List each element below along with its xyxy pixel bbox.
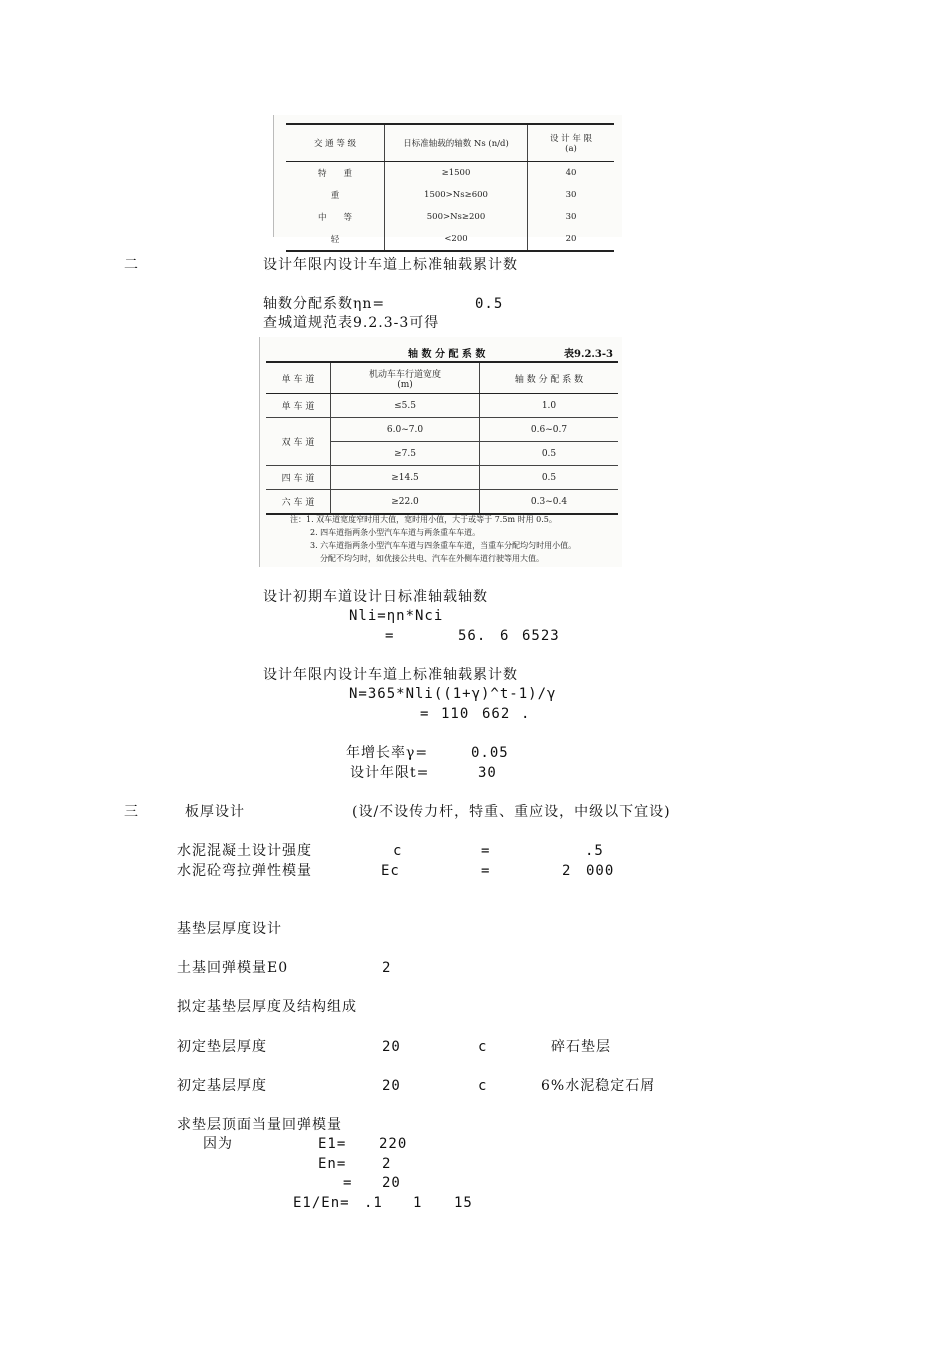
table-cell: ≥7.5 <box>331 442 480 466</box>
initial-title: 设计初期车道设计日标准轴载轴数 <box>263 589 488 605</box>
section-number-3: 三 <box>124 804 139 820</box>
table2-header-width: 机动车车行道宽度 (m) <box>331 362 480 394</box>
table2-note: 2. 四车道指两条小型汽车车道与两条重车车道。 <box>310 528 481 537</box>
table-row <box>266 394 618 418</box>
table2-note: 分配不均匀时，如优接公共电、汽车在外侧车道行驶等用大值。 <box>320 554 544 563</box>
base-material: 6%水泥稳定石屑 <box>541 1078 656 1094</box>
table-cell: 40 <box>565 168 577 178</box>
table-cell: 0.3~0.4 <box>480 490 619 515</box>
strength-eq: = <box>481 843 491 859</box>
strength-symbol: c <box>393 843 403 859</box>
initial-v1: 56. <box>458 628 487 644</box>
table-cell: 四 车 道 <box>266 466 331 490</box>
axle-coef-label: 轴数分配系数ηn= <box>263 296 386 312</box>
lookup-note: 查城道规范表9.2.3-3可得 <box>263 315 440 331</box>
table-cell: 单 车 道 <box>266 394 331 418</box>
cumulative-v2: 662 <box>482 706 511 722</box>
table-cell: 500>Ns≥200 <box>385 206 528 228</box>
h-eq: = <box>343 1175 353 1191</box>
table-cell: ≥22.0 <box>331 490 480 515</box>
modulus-v2: 000 <box>586 863 615 879</box>
ratio-v3: 15 <box>454 1195 473 1211</box>
ratio-v1: .1 <box>364 1195 383 1211</box>
strength-value: .5 <box>585 843 604 859</box>
ratio-v2: 1 <box>413 1195 423 1211</box>
table-row <box>266 490 618 515</box>
table-row <box>266 466 618 490</box>
design-life-table <box>273 115 622 245</box>
table-cell: <200 <box>385 228 528 251</box>
table-cell: ≥14.5 <box>331 466 480 490</box>
table2-header-lanes: 单 车 道 <box>266 362 331 394</box>
soil-modulus-value: 2 <box>382 960 392 976</box>
table2-notes <box>290 513 576 565</box>
base-design-title: 基垫层厚度设计 <box>177 921 282 937</box>
initial-eq: = <box>385 628 395 644</box>
table-cell: 30 <box>565 212 577 222</box>
table-cell: 特 重 <box>286 162 385 185</box>
table-cell: 重 <box>286 184 385 206</box>
table-cell: 轻 <box>286 228 385 251</box>
base-thickness-label: 初定基层厚度 <box>177 1078 267 1094</box>
table-row <box>266 418 618 442</box>
base-thickness-unit: c <box>478 1078 488 1094</box>
table-cell: 双 车 道 <box>266 418 331 466</box>
cushion-thickness-unit: c <box>478 1039 488 1055</box>
initial-v3: 6523 <box>522 628 560 644</box>
strength-label: 水泥混凝土设计强度 <box>177 843 312 859</box>
table1-header-axles: 日标准轴载的轴数 Ns (n/d) <box>385 124 528 162</box>
cumulative-title: 设计年限内设计车道上标准轴载累计数 <box>263 667 518 683</box>
equivalent-modulus-title: 求垫层顶面当量回弹模量 <box>177 1117 342 1133</box>
base-thickness-value: 20 <box>382 1078 401 1094</box>
cushion-thickness-value: 20 <box>382 1039 401 1055</box>
cumulative-v1: 110 <box>441 706 470 722</box>
because-label: 因为 <box>203 1136 233 1152</box>
dowel-note: (设/不设传力杆，特重、重应设，中级以下宜设) <box>352 804 671 820</box>
table-row <box>286 162 614 185</box>
modulus-eq: = <box>481 863 491 879</box>
plan-title: 拟定基垫层厚度及结构组成 <box>177 999 357 1015</box>
modulus-v1: 2 <box>562 863 572 879</box>
ratio-label: E1/En= <box>293 1195 350 1211</box>
table-cell: 中 等 <box>286 206 385 228</box>
section-3-title: 板厚设计 <box>185 804 245 820</box>
initial-formula: Nli=ηn*Nci <box>349 608 444 624</box>
table2-note: 3. 六车道指两条小型汽车车道与四条重车车道，当重车分配均匀时用小值。 <box>310 541 577 550</box>
axle-coef-value: 0.5 <box>475 296 504 312</box>
table1-header-years: 设 计 年 限 (a) <box>528 124 615 162</box>
cumulative-v3: . <box>521 706 531 722</box>
table-cell: 0.5 <box>480 442 619 466</box>
table1-header-grade: 交 通 等 级 <box>286 124 385 162</box>
table-cell: 六 车 道 <box>266 490 331 515</box>
table-cell: 30 <box>565 190 577 200</box>
initial-v2: 6 <box>500 628 510 644</box>
cushion-material: 碎石垫层 <box>551 1039 611 1055</box>
axle-distribution-table <box>259 337 622 567</box>
cumulative-eq: = <box>420 706 430 722</box>
en-value: 2 <box>382 1156 392 1172</box>
design-years-label: 设计年限t= <box>350 765 430 781</box>
table-cell: ≥1500 <box>385 162 528 185</box>
h-value: 20 <box>382 1175 401 1191</box>
table2-number: 表9.2.3-3 <box>564 349 613 360</box>
growth-rate-value: 0.05 <box>471 745 509 761</box>
growth-rate-label: 年增长率γ= <box>346 745 429 761</box>
soil-modulus-label: 土基回弹模量E0 <box>177 960 289 976</box>
table-cell: 0.5 <box>480 466 619 490</box>
table-row <box>286 206 614 228</box>
section-2-title: 设计年限内设计车道上标准轴载累计数 <box>263 257 518 273</box>
table-row <box>286 184 614 206</box>
table-row <box>286 228 614 251</box>
table-cell: 6.0~7.0 <box>331 418 480 442</box>
table-cell: ≤5.5 <box>331 394 480 418</box>
cushion-thickness-label: 初定垫层厚度 <box>177 1039 267 1055</box>
e1-label: E1= <box>318 1136 347 1152</box>
en-label: En= <box>318 1156 347 1172</box>
cumulative-formula: N=365*Nli((1+γ)^t-1)/γ <box>349 686 557 702</box>
table2-note: 注：1. 双车道宽度窄时用大值，宽时用小值，大于或等于 7.5m 时用 0.5。 <box>290 515 557 524</box>
design-years-value: 30 <box>478 765 497 781</box>
section-number-2: 二 <box>124 257 139 273</box>
modulus-symbol: Ec <box>381 863 400 879</box>
modulus-label: 水泥砼弯拉弹性模量 <box>177 863 312 879</box>
table-cell: 1.0 <box>480 394 619 418</box>
e1-value: 220 <box>379 1136 408 1152</box>
table-cell: 20 <box>528 228 615 251</box>
table2-header-coef: 轴 数 分 配 系 数 <box>480 362 619 394</box>
table-cell: 1500>Ns≥600 <box>385 184 528 206</box>
table2-title: 轴 数 分 配 系 数 <box>408 349 486 360</box>
table-cell: 0.6~0.7 <box>480 418 619 442</box>
